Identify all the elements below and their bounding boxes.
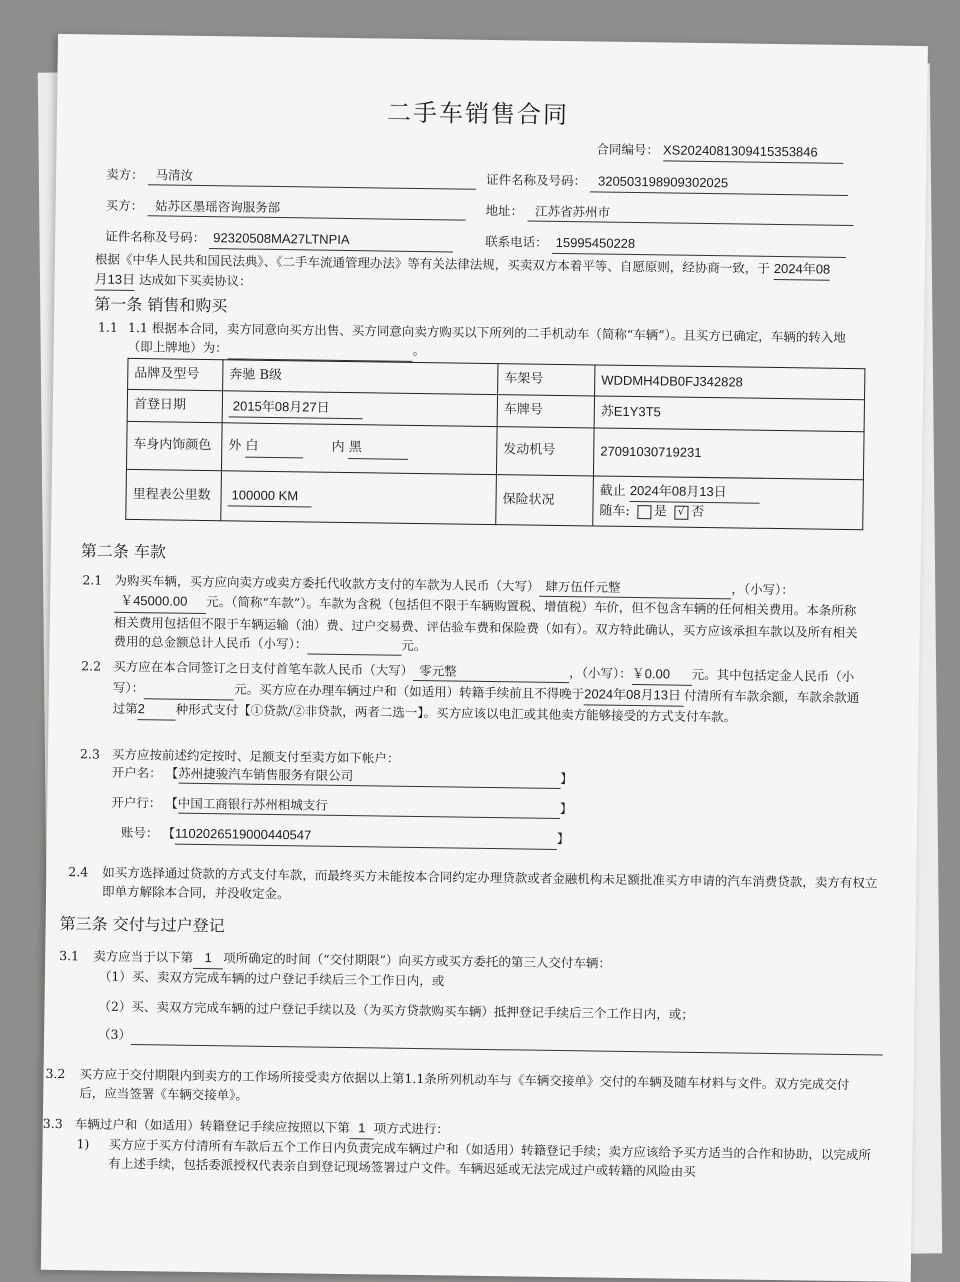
seller-name: 马清汝 [147,165,475,190]
interior-color: 黑 [349,438,409,460]
first-payment-lower: ￥0.00 [632,664,692,686]
seller-id: 320503198909302025 [590,171,848,196]
option3-blank [131,1025,883,1056]
buyer-name: 姑苏区墨瑶咨询服务部 [147,196,465,221]
exterior-color: 白 [245,437,303,459]
buyer-address-row: 地址： 江苏省苏州市 [485,201,853,227]
clause-3-3-number: 3.3 [42,1115,63,1132]
first-payment-upper: 零元整 [413,661,569,684]
page-title: 二手车销售合同 [386,98,570,130]
section3-heading: 第三条 交付与过户登记 [59,914,225,936]
account-number-row: 账号： 【1102026519000440547 】 [121,823,570,850]
clause-3-1-option1: （1）买、卖双方完成车辆的过户登记手续后三个工作日内，或 [98,968,445,989]
buyer-row: 买方： 姑苏区墨瑶咨询服务部 [106,196,466,221]
price-upper: 肆万伍仟元整 [539,577,731,600]
clause-2-3-text: 买方应按前述约定按时、足额支付至卖方如下帐户： [111,746,400,766]
no-checkbox: √ [674,505,688,519]
section1-number: 1.1 [97,319,118,335]
price-lower: ￥45000.00 [114,591,206,613]
clause-2-4: 如买方选择通过贷款的方式支付车款，而最终买方未能按本合同约定办理贷款或者金融机构未足额批准买方申请的汽车消费贷款，卖方有权立即单方解除本合同，并没收定金。 [101,864,878,902]
section2-heading: 第二条 车款 [80,541,167,562]
clause-3-2: 买方应于交付期限内到卖方的工作场所接受卖方依据以上第1.1条所列机动车与《车辆交接单》交付的车辆及随车材料与文件。双方完成交付后，应当签署《车辆交接单》。 [79,1066,850,1104]
clause-3-1-number: 3.1 [59,948,80,964]
contract-page [41,34,928,1282]
mileage-cell [221,471,497,525]
clause-3-1-option2: （2）买、卖双方完成车辆的过户登记手续以及（为买方贷款购买车辆）抵押登记手续后三个工作日内，或； [98,998,694,1022]
plate-label: 车牌号 [497,395,594,428]
clause-2-1-number: 2.1 [82,572,103,588]
engine-value: 27091030719231 [593,428,864,480]
preamble-date-part2: 月13日 [94,269,135,291]
clause-2-2: 买方应在本合同签订之日支付首笔车款人民币（大写） 零元整 ，（小写）：￥0.00 元。其中包括定金人民币（小写）： 元。买方应在办理车辆过户和（如适用）转籍手续前且不得晚于2024年08月13日 付清所有车款余额，车款余款通过第2 种形式支付【①贷款/②非贷款，两者二选一】。买方应该以电汇或其他卖方能够接受的方式支付车款。 [112,658,860,725]
contract-number: 合同编号： XS2024081309415353846 [596,139,843,164]
buyer-phone: 15995450228 [552,233,846,258]
clause-2-3-number: 2.3 [79,746,100,762]
reg-date-value: 2015年08月27日 [229,396,363,419]
brand-label: 品牌及型号 [128,358,223,390]
insurance-cell: 截止 2024年08月13日 随车: 是 √ 否 [593,476,864,530]
vin-value: WDDMH4DB0FJ342828 [595,365,865,400]
total-blank [307,634,401,656]
seller-row: 卖方： 马清汝 [106,165,476,191]
buyer-id-row: 证件名称及号码： 92320508MA27LTNPIA [105,227,453,253]
insurance-label: 保险状况 [496,475,594,527]
clause-2-1: 为购买车辆，买方应向卖方或卖方委托代收款方支付的车款为人民币（大写） 肆万伍仟元整 ，（小写）： ￥45000.00 元。（简称“车款”）。车款为含税（包括但不限于车辆购置税、增值税）车价，但不包含车辆的任何相关费用。本条所称相关费用包括但不限于车辆运输（油）费、过户交易费、评估验车费和保险费（如有）。双方特此确认，买方应该承担车款以及所有相关费用的总金额总计人民币（小写）： 元。 [113,571,866,663]
section1-paragraph: 1.1 根据本合同，卖方同意向买方出售、买方同意向卖方购买以下所列的二手机动车（简称“车辆”）。且买方已确定，车辆的转入地（即上牌地）为： 。 [128,318,868,368]
seller-id-row: 证件名称及号码： 320503198909302025 [486,170,848,196]
clause-2-2-number: 2.2 [81,658,102,674]
reg-date-cell [222,391,497,427]
clause-3-3-1-number: 1) [76,1136,90,1152]
deposit-blank [144,678,234,700]
insurance-date: 2024年08月13日 [630,481,760,504]
clause-3-3: 车辆过户和（如适用）转籍登记手续应按照以下第 1 项方式进行： [75,1114,449,1140]
buyer-id: 92320508MA27LTNPIA [209,228,453,253]
clause-3-3-1: 买方应于买方付清所有车款后五个工作日内负责完成车辆过户和（如适用）转籍登记手续；卖方应该给予买方适当的合作和协助，以完成所有上述手续，包括委派授权代表亲自到登记现场签署过户文件。车辆迟延或无法完成过户或转籍的风险由买 [108,1136,872,1180]
clause-3-2-number: 3.2 [45,1065,66,1082]
clause-3-1: 卖方应当于以下第 1 项所确定的时间（“交付期限”）向买方或买方委托的第三人交付车辆： [93,948,612,971]
yes-checkbox [637,505,651,519]
transfer-item: 1 [350,1118,374,1139]
clause-3-1-option3: （3） [98,1025,883,1056]
engine-label: 发动机号 [496,427,594,476]
buyer-phone-row: 联系电话： 15995450228 [485,232,846,258]
transfer-location-blank [228,339,413,362]
delivery-item: 1 [193,948,223,970]
brand-value: 奔驰 B级 [223,360,498,395]
bank-name: 中国工商银行苏州相城支行 [178,794,560,820]
preamble-date-part1: 2024年08 [774,259,831,281]
vehicle-info-table [125,358,865,531]
plate-value: 苏E1Y3T5 [594,396,864,432]
account-name-row: 开户名： 【苏州捷骏汽车销售服务有限公司 】 [112,763,573,790]
preamble-line-1: 根据《中华人民共和国民法典》、《二手车流通管理办法》等有关法律法规，买卖双方本着平等、自愿原则，经协商一致，于 2024年08 [95,249,831,280]
reg-date-label: 首登日期 [127,389,222,422]
account-name: 苏州捷骏汽车销售服务有限公司 [178,764,560,790]
preamble-line-2: 月13日 达成如下买卖协议： [94,269,251,292]
contract-number-value: XS2024081309415353846 [663,140,843,164]
final-payment-date: 2024年08月13日 [584,684,684,707]
vin-label: 车架号 [498,364,595,396]
mileage-label: 里程表公里数 [126,469,222,521]
mileage-value: 100000 KM [227,485,311,507]
color-cell: 外 白 内 黑 [221,423,497,475]
section1-heading: 第一条 销售和购买 [94,294,228,316]
clause-2-4-number: 2.4 [68,864,89,880]
payment-way: 2 [137,699,175,721]
buyer-address: 江苏省苏州市 [527,201,853,226]
color-label: 车身内饰颜色 [126,421,222,470]
bank-row: 开户行： 【中国工商银行苏州相城支行 】 [111,793,572,820]
account-number: 1102026519000440547 [175,824,557,850]
